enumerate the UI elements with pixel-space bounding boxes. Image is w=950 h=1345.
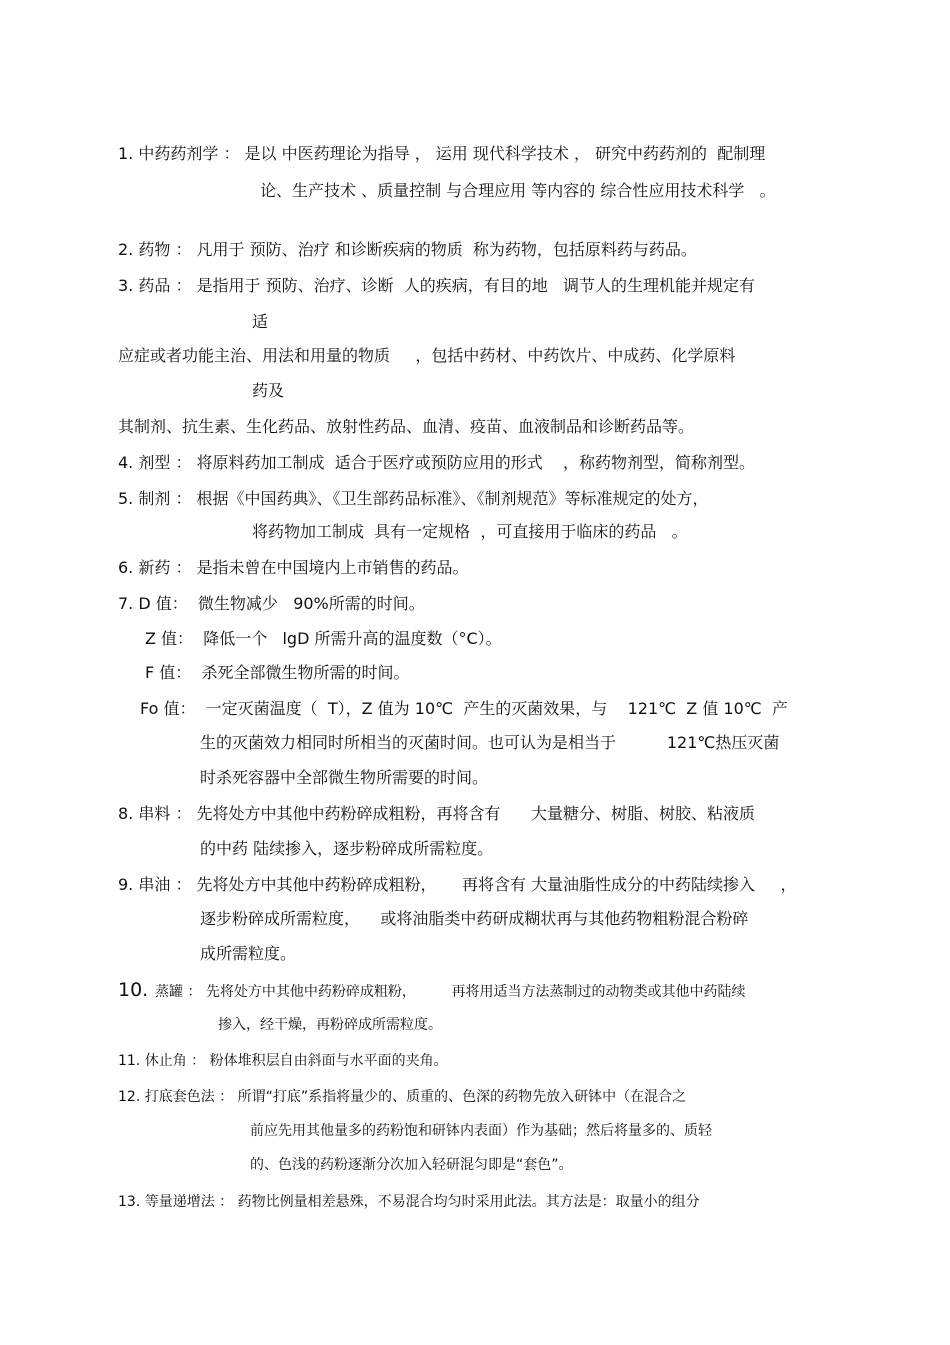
term-7-fo-value-line-1: Fo 值： 一定灭菌温度（ T），Z 值为 10℃ 产生的灭菌效果，与 121℃ Z 值 10℃ 产 <box>140 699 788 718</box>
term-5-line-2: 将药物加工制成 具有一定规格 ，可直接用于临床的药品 。 <box>252 522 688 541</box>
term-7-fo-value-line-2: 生的灭菌效力相同时所相当的灭菌时间。也可认为是相当于 121℃热压灭菌 <box>200 733 780 752</box>
term-7-fo-value-line-3: 时杀死容器中全部微生物所需要的时间。 <box>200 768 489 787</box>
term-7-z-value: Z 值： 降低一个 lgD 所需升高的温度数（°C）。 <box>145 629 502 648</box>
term-4-line-1: 4. 剂型 ： 将原料药加工制成 适合于医疗或预防应用的形式 ，称药物剂型，简称剂型。 <box>118 453 756 472</box>
term-9-line-2: 逐步粉碎成所需粒度， 或将油脂类中药研成糊状再与其他药物粗粉混合粉碎 <box>200 909 749 928</box>
term-12-line-2: 前应先用其他量多的药粉饱和研钵内表面）作为基础；然后将量多的、质轻 <box>250 1123 712 1139</box>
term-7-f-value: F 值： 杀死全部微生物所需的时间。 <box>145 663 410 682</box>
term-9-line-1: 9. 串油 ： 先将处方中其他中药粉碎成粗粉， 再将含有 大量油脂性成分的中药陆续掺入 ， <box>118 875 797 894</box>
term-10-number: 10. <box>118 979 149 1001</box>
term-3-line-1: 3. 药品 ： 是指用于 预防、治疗、诊断 人的疾病，有目的地 调节人的生理机能并规定有 <box>118 276 756 295</box>
term-6-line-1: 6. 新药 ： 是指未曾在中国境内上市销售的药品。 <box>118 558 469 577</box>
term-13-line-1: 13. 等量递增法 ： 药物比例量相差悬殊，不易混合均匀时采用此法。其方法是：取量小的组分 <box>118 1194 700 1210</box>
term-10-line-1: 蒸罐 ： 先将处方中其他中药粉碎成粗粉， 再将用适当方法蒸制过的动物类或其他中药陆续 <box>155 984 746 1000</box>
term-12-line-3: 的、色浅的药粉逐渐分次加入轻研混匀即是“套色”。 <box>250 1157 573 1173</box>
term-1-line-2: 论、生产技术 、质量控制 与合理应用 等内容的 综合性应用技术科学 。 <box>260 181 776 200</box>
term-8-line-1: 8. 串料 ： 先将处方中其他中药粉碎成粗粉，再将含有 大量糖分、树脂、树胶、粘液质 <box>118 804 756 823</box>
term-2-line-1: 2. 药物 ： 凡用于 预防、治疗 和诊断疾病的物质 称为药物，包括原料药与药品。 <box>118 240 697 259</box>
term-11-line-1: 11. 休止角 ： 粉体堆积层自由斜面与水平面的夹角。 <box>118 1053 448 1069</box>
term-3-line-4: 药及 <box>252 381 285 400</box>
term-10-line-2: 掺入，经干燥，再粉碎成所需粒度。 <box>218 1017 442 1033</box>
term-5-line-1: 5. 制剂 ： 根据《中国药典》、《卫生部药品标准》、《制剂规范》等标准规定的处方， <box>118 489 709 508</box>
term-3-line-3: 应症或者功能主治、用法和用量的物质 ，包括中药材、中药饮片、中成药、化学原料 <box>118 346 736 365</box>
term-3-line-2: 适 <box>252 312 269 331</box>
term-9-line-3: 成所需粒度。 <box>200 944 297 963</box>
term-12-line-1: 12. 打底套色法 ： 所谓“打底”系指将量少的、质重的、色深的药物先放入研钵中（在混合之 <box>118 1089 687 1105</box>
term-7-d-value: 7. D 值： 微生物减少 90%所需的时间。 <box>118 594 425 613</box>
term-8-line-2: 的中药 陆续掺入，逐步粉碎成所需粒度。 <box>200 839 494 858</box>
term-3-line-5: 其制剂、抗生素、生化药品、放射性药品、血清、疫苗、血液制品和诊断药品等。 <box>118 417 695 436</box>
term-1-line-1: 1. 中药药剂学 ： 是以 中医药理论为指导 ， 运用 现代科学技术 ， 研究中药药剂的 配制理 <box>118 144 766 163</box>
